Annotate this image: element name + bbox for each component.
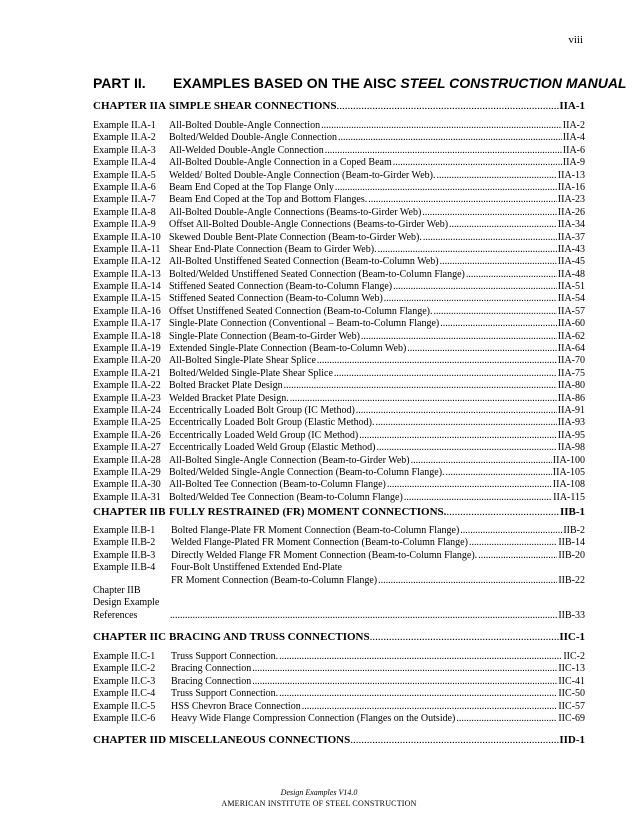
entry-title: Single-Plate Connection (Beam-to-Girder Web): [169, 330, 360, 342]
dot-leader: [317, 355, 557, 367]
toc-entry: [93, 170, 585, 182]
entry-page: IIA-70: [557, 355, 585, 367]
chapter-iib-references: [93, 585, 585, 622]
chapter-iic-list: [93, 651, 585, 725]
dot-leader: [252, 663, 557, 675]
toc-entry: [93, 455, 585, 467]
entry-page: IIB-20: [558, 549, 585, 561]
entry-title: Bolted Bracket Plate Design: [169, 380, 283, 392]
dot-leader: [370, 631, 560, 643]
toc-entry: [93, 663, 585, 675]
entry-title: All-Bolted Double-Angle Connections (Beams-to-Girder Web): [169, 206, 422, 218]
dot-leader: [350, 734, 559, 746]
entry-page: IIA-48: [557, 268, 585, 280]
dot-leader: [368, 194, 557, 206]
entry-title: Bolted/Welded Single-Angle Connection (Beam-to-Column Flange).: [169, 466, 445, 478]
toc-entry: [93, 442, 585, 454]
example-number: Example II.B-4: [93, 562, 156, 574]
part-number: PART II.: [93, 75, 146, 91]
toc-entry: [93, 701, 585, 713]
toc-entry: [93, 393, 585, 405]
toc-entry: [93, 132, 585, 144]
references-page: IIB-33: [558, 609, 585, 621]
example-number: Example II.A-7: [93, 194, 156, 206]
dot-leader: [456, 713, 557, 725]
example-number: Example II.A-22: [93, 380, 161, 392]
entry-page: IIA-43: [557, 243, 585, 255]
entry-page: IIA-91: [557, 404, 585, 416]
entry-page: IIA-51: [557, 281, 585, 293]
entry-page: IIA-23: [557, 194, 585, 206]
example-number: Example II.A-21: [93, 367, 161, 379]
part-title-italic: STEEL CONSTRUCTION MANUAL: [400, 75, 627, 91]
toc-entry: [93, 207, 585, 219]
chapter-heading-iic: [93, 631, 585, 645]
entry-page: IIA-16: [557, 181, 585, 193]
example-number: Example II.A-18: [93, 330, 161, 342]
chapter-page: IIB-1: [559, 506, 585, 518]
toc-entry: [93, 368, 585, 380]
chapter-code: CHAPTER IIB: [93, 506, 166, 518]
dot-leader: [359, 430, 557, 442]
entry-title: Stiffened Seated Connection (Beam-to-Column Web): [169, 293, 383, 305]
toc-entry: [93, 380, 585, 392]
chapter-heading-iib: [93, 506, 585, 520]
entry-page: IIC-13: [558, 663, 585, 675]
dot-leader: [460, 525, 562, 537]
entry-page: IIA-62: [557, 330, 585, 342]
entry-page: IIA-98: [557, 442, 585, 454]
dot-leader: [376, 442, 556, 454]
entry-title: Bolted/Welded Unstiffened Seated Connection (Beam-to-Column Flange): [169, 268, 465, 280]
entry-title: Stiffened Seated Connection (Beam-to-Column Flange): [169, 281, 393, 293]
dot-leader: [478, 550, 557, 562]
entry-title: Offset Unstiffened Seated Connection (Beam-to-Column Flange).: [169, 305, 433, 317]
entry-title: Truss Support Connection.: [171, 688, 279, 700]
entry-page: IIB-2: [563, 525, 585, 536]
example-number: Example II.A-29: [93, 466, 161, 478]
example-number: Example II.A-1: [93, 120, 156, 131]
entry-title: Beam End Coped at the Top and Bottom Flanges.: [169, 194, 368, 206]
dot-leader: [338, 132, 562, 144]
entry-title: Bracing Connection: [171, 675, 252, 687]
dot-leader: [393, 281, 557, 293]
entry-page: IIA-34: [557, 219, 585, 231]
entry-title: Eccentrically Loaded Weld Group (Elastic Method): [169, 442, 376, 454]
entry-page: IIC-41: [558, 675, 585, 687]
example-number: Example II.A-25: [93, 417, 161, 429]
example-number: Example II.A-13: [93, 268, 161, 280]
toc-entry: [93, 525, 585, 537]
toc-entry: [93, 256, 585, 268]
footer-title: Design Examples V14.0: [280, 788, 358, 797]
entry-title: Eccentrically Loaded Bolt Group (Elastic Method).: [169, 417, 375, 429]
dot-leader: [387, 479, 552, 491]
toc-entry: [93, 306, 585, 318]
entry-page: IIA-37: [557, 231, 585, 243]
example-number: Example II.A-3: [93, 144, 156, 156]
chapter-code: CHAPTER IID: [93, 734, 167, 746]
dot-leader: [361, 331, 557, 343]
chapter-code: CHAPTER IIA: [93, 100, 167, 112]
entry-page: IIA-64: [557, 343, 585, 355]
dot-leader: [335, 182, 557, 194]
entry-title: Truss Support Connection.: [171, 651, 279, 662]
dot-leader: [290, 393, 557, 405]
dot-leader: [423, 232, 557, 244]
example-number: Example II.B-3: [93, 549, 156, 561]
toc-entry: [93, 343, 585, 355]
entry-page: IIC-57: [558, 700, 585, 712]
dot-leader: [422, 207, 556, 219]
example-number: Example II.A-30: [93, 479, 161, 491]
entry-title: Shear End-Plate Connection (Beam to Girder Web).: [169, 243, 377, 255]
toc-entry: [93, 120, 585, 132]
dot-leader: [433, 306, 556, 318]
entry-title: Bolted/Welded Single-Plate Shear Splice: [169, 367, 333, 379]
references-line: Chapter IIB: [93, 585, 141, 596]
toc-entry: [93, 244, 585, 256]
example-number: Example II.C-2: [93, 663, 156, 675]
toc-entry: [93, 417, 585, 429]
toc-entry: [93, 157, 585, 169]
toc-entry: [93, 331, 585, 343]
toc-entry: [93, 537, 585, 549]
dot-leader: [252, 676, 557, 688]
entry-page: IIA-4: [562, 132, 585, 144]
entry-title: All-Bolted Double-Angle Connection in a Coped Beam: [169, 157, 392, 169]
entry-page: IIA-2: [562, 120, 585, 131]
entry-page: IIC-2: [563, 651, 585, 662]
toc-entry: [93, 318, 585, 330]
dot-leader: [325, 145, 562, 157]
dot-leader: [466, 269, 557, 281]
entry-page: IIA-86: [557, 392, 585, 404]
entry-title: Offset All-Bolted Double-Angle Connections (Beams-to-Girder Web): [169, 219, 449, 231]
example-number: Example II.A-5: [93, 169, 156, 181]
example-number: Example II.C-5: [93, 700, 156, 712]
toc-entry: [93, 293, 585, 305]
entry-title: Four-Bolt Unstiffened Extended End-Plate: [171, 562, 342, 574]
toc-entry: [93, 479, 585, 491]
example-number: Example II.A-24: [93, 404, 161, 416]
entry-title: Heavy Wide Flange Compression Connection (Flanges on the Outside): [171, 712, 456, 724]
entry-page: IIA-57: [557, 305, 585, 317]
entry-title: Single-Plate Connection (Conventional – Beam-to-Column Flange): [169, 318, 440, 330]
entry-title: Eccentrically Loaded Weld Group (IC Method): [169, 429, 359, 441]
example-number: Example II.A-9: [93, 219, 156, 231]
entry-page: IIA-9: [562, 157, 585, 169]
entry-title: Bolted/Welded Tee Connection (Beam-to-Column Flange): [169, 491, 403, 503]
entry-page: IIA-95: [557, 429, 585, 441]
entry-page: IIA-54: [557, 293, 585, 305]
chapter-heading-iid: [93, 734, 585, 748]
entry-page: IIB-14: [558, 537, 585, 549]
chapter-page: IIC-1: [559, 631, 585, 643]
toc-entry: [93, 232, 585, 244]
toc-entry: [93, 713, 585, 725]
part-title: EXAMPLES BASED ON THE AISC: [173, 75, 401, 91]
entry-page: IIA-93: [557, 417, 585, 429]
references-line: Design Example: [93, 597, 160, 609]
dot-leader: [446, 506, 560, 518]
toc-entry: [93, 688, 585, 700]
dot-leader: [440, 318, 557, 330]
references-label: References: [93, 609, 138, 621]
chapter-title: FULLY RESTRAINED (FR) MOMENT CONNECTIONS.: [169, 506, 447, 518]
toc-entry: [93, 145, 585, 157]
entry-title: FR Moment Connection (Beam-to-Column Flange): [171, 574, 378, 586]
entry-page: IIA-26: [557, 206, 585, 218]
example-number: Example II.C-4: [93, 688, 156, 700]
chapter-code: CHAPTER IIC: [93, 631, 167, 643]
toc-entry: [93, 550, 585, 562]
entry-title: All-Bolted Unstiffened Seated Connection (Beam-to-Column Web): [169, 256, 439, 268]
entry-title: Welded Flange-Plated FR Moment Connection (Beam-to-Column Flange): [171, 537, 468, 549]
dot-leader: [411, 455, 552, 467]
entry-title: Bolted Flange-Plate FR Moment Connection (Beam-to-Column Flange): [171, 525, 460, 536]
chapter-page: IIA-1: [559, 100, 585, 112]
dot-leader: [376, 417, 557, 429]
toc-entry: [93, 467, 585, 479]
chapter-title: MISCELLANEOUS CONNECTIONS: [169, 734, 351, 746]
example-number: Example II.A-4: [93, 157, 156, 169]
entry-page: IIA-60: [557, 318, 585, 330]
chapter-page: IID-1: [559, 734, 585, 746]
example-number: Example II.A-11: [93, 243, 161, 255]
chapter-iib-list: [93, 525, 585, 587]
entry-title: All-Bolted Double-Angle Connection: [169, 120, 321, 131]
example-number: Example II.C-6: [93, 712, 156, 724]
example-number: Example II.A-27: [93, 442, 161, 454]
dot-leader: [336, 100, 559, 112]
entry-title: Beam End Coped at the Top Flange Only: [169, 181, 334, 193]
example-number: Example II.A-16: [93, 305, 161, 317]
entry-page: IIA-108: [552, 479, 585, 491]
example-number: Example II.A-2: [93, 132, 156, 144]
example-number: Example II.A-8: [93, 206, 156, 218]
entry-title: All-Bolted Single-Plate Shear Splice: [169, 355, 316, 367]
entry-title: Welded Bracket Plate Design.: [169, 392, 289, 404]
example-number: Example II.A-15: [93, 293, 161, 305]
entry-title: All-Bolted Tee Connection (Beam-to-Column Flange): [169, 479, 386, 491]
example-number: Example II.A-6: [93, 181, 156, 193]
dot-leader: [356, 405, 557, 417]
toc-entry: [93, 651, 585, 663]
example-number: Example II.A-17: [93, 318, 161, 330]
part-heading: [93, 75, 627, 91]
dot-leader: [449, 219, 557, 231]
entry-title: HSS Chevron Brace Connection: [171, 700, 301, 712]
toc-entry: [93, 492, 585, 504]
dot-leader: [393, 157, 562, 169]
example-number: Example II.C-3: [93, 675, 156, 687]
example-number: Example II.A-28: [93, 454, 161, 466]
entry-page: IIB-22: [558, 574, 585, 586]
toc-entry: [93, 562, 585, 574]
example-number: Example II.B-2: [93, 537, 156, 549]
example-number: Example II.A-31: [93, 491, 161, 503]
entry-title: Extended Single-Plate Connection (Beam-to-Column Web): [169, 343, 407, 355]
dot-leader: [321, 120, 562, 132]
toc-entry: [93, 355, 585, 367]
dot-leader: [469, 537, 557, 549]
toc-entry: [93, 676, 585, 688]
toc-entry: [93, 281, 585, 293]
entry-title: Skewed Double Bent-Plate Connection (Beam-to-Girder Web).: [169, 231, 422, 243]
dot-leader: [279, 688, 557, 700]
dot-leader: [440, 256, 557, 268]
example-number: Example II.A-12: [93, 256, 161, 268]
example-number: Example II.B-1: [93, 525, 156, 536]
dot-leader: [436, 170, 556, 182]
entry-page: IIA-105: [552, 466, 585, 478]
toc-entry: [93, 269, 585, 281]
toc-entry: [93, 194, 585, 206]
entry-page: IIC-50: [558, 688, 585, 700]
entry-title: All-Bolted Single-Angle Connection (Beam-to-Girder Web): [169, 454, 410, 466]
dot-leader: [384, 293, 557, 305]
entry-title: Bolted/Welded Double-Angle Connection: [169, 132, 338, 144]
toc-entry: [93, 182, 585, 194]
entry-page: IIA-100: [552, 454, 585, 466]
dot-leader: [302, 701, 558, 713]
dot-leader: [284, 380, 557, 392]
toc-entry: [93, 405, 585, 417]
dot-leader: [407, 343, 556, 355]
example-number: Example II.A-26: [93, 429, 161, 441]
dot-leader: [404, 492, 552, 504]
toc-entry: [93, 430, 585, 442]
entry-page: IIA-80: [557, 380, 585, 392]
example-number: Example II.C-1: [93, 651, 156, 662]
entry-page: IIA-6: [562, 144, 585, 156]
dot-leader: [378, 244, 557, 256]
chapter-title: BRACING AND TRUSS CONNECTIONS: [169, 631, 370, 643]
chapter-iia-list: [93, 120, 585, 504]
entry-title: Bracing Connection: [171, 663, 252, 675]
entry-title: Eccentrically Loaded Bolt Group (IC Method): [169, 404, 355, 416]
example-number: Example II.A-23: [93, 392, 161, 404]
example-number: Example II.A-20: [93, 355, 161, 367]
entry-page: IIA-45: [557, 256, 585, 268]
toc-entry: [93, 219, 585, 231]
footer-publisher: AMERICAN INSTITUTE OF STEEL CONSTRUCTION: [221, 799, 417, 808]
entry-title: Welded/ Bolted Double-Angle Connection (Beam-to-Girder Web).: [169, 169, 436, 181]
entry-page: IIA-75: [557, 367, 585, 379]
page-number: viii: [568, 34, 583, 46]
entry-page: IIA-115: [553, 491, 585, 503]
dot-leader: [170, 610, 557, 622]
entry-page: IIA-13: [557, 169, 585, 181]
dot-leader: [334, 368, 557, 380]
example-number: Example II.A-10: [93, 231, 161, 243]
example-number: Example II.A-14: [93, 281, 161, 293]
entry-title: Directly Welded Flange FR Moment Connection (Beam-to-Column Flange).: [171, 549, 478, 561]
entry-page: IIC-69: [558, 712, 585, 724]
dot-leader: [279, 651, 562, 663]
dot-leader: [446, 467, 552, 479]
chapter-title: SIMPLE SHEAR CONNECTIONS: [169, 100, 337, 112]
chapter-heading-iia: [93, 100, 585, 114]
references-row: [93, 610, 585, 622]
example-number: Example II.A-19: [93, 343, 161, 355]
entry-title: All-Welded Double-Angle Connection: [169, 144, 324, 156]
